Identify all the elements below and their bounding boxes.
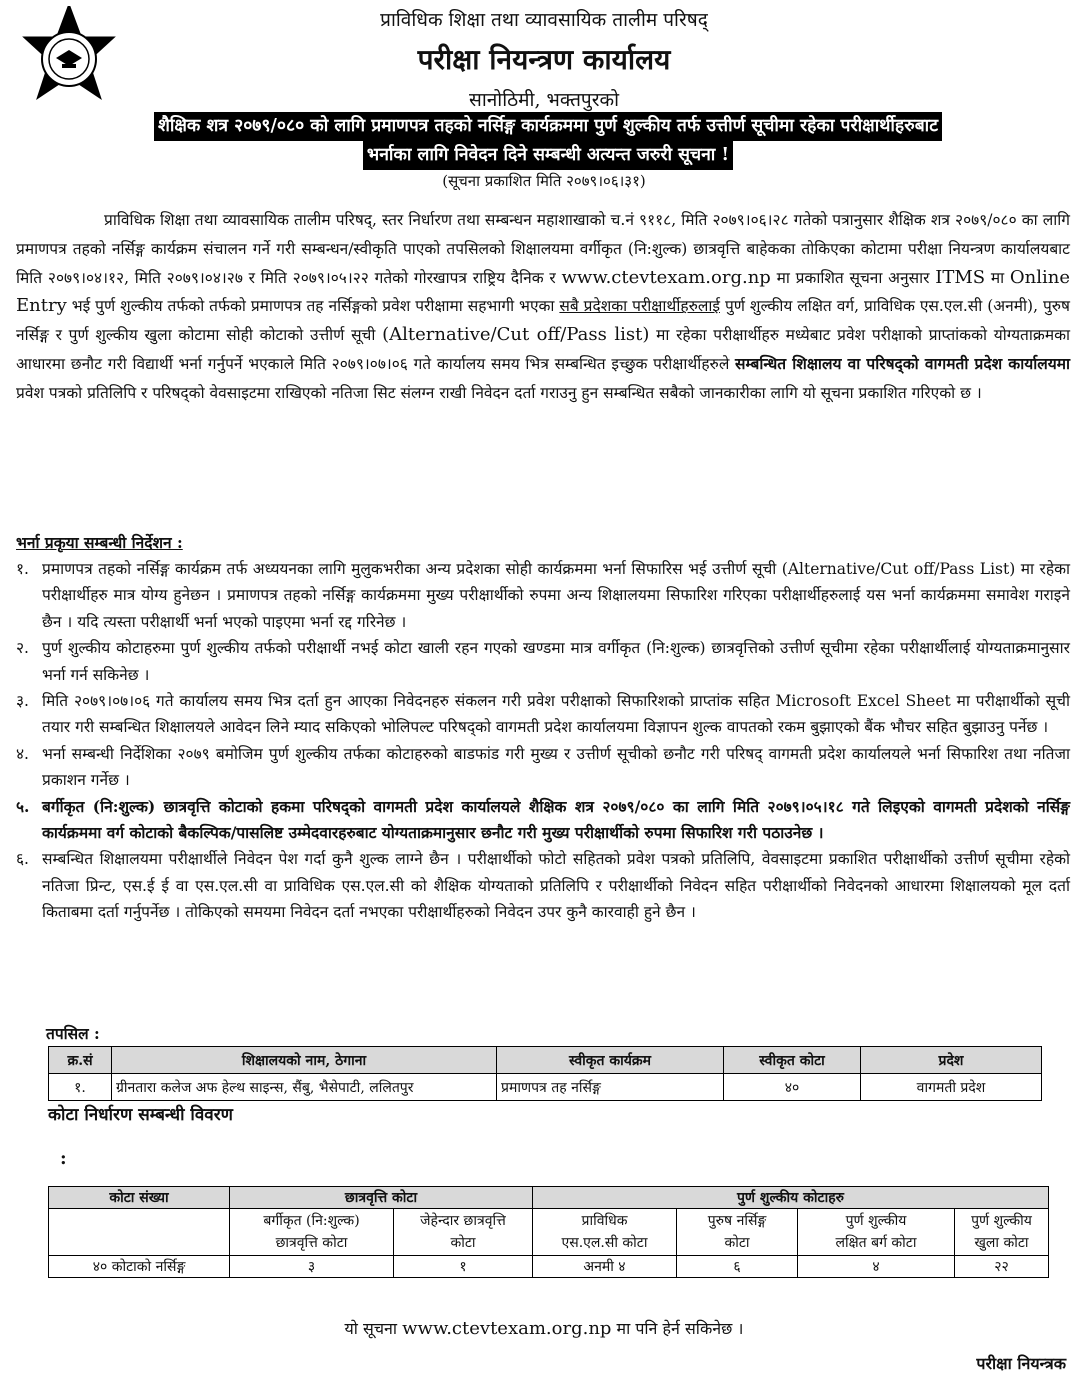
list-item: [16, 741, 1070, 794]
all-provinces-text: सबै प्रदेशका परीक्षार्थीहरुलाई: [559, 297, 720, 316]
list-item: [16, 556, 1070, 635]
item-text: बर्गीकृत (नि:शुल्क) छात्रवृत्ति कोटाको हकमा परिषद्को वागमती प्रदेश कार्यालयले शैक्षिक शत्र २०७९/०८० का लागि मिति २०७९।०५।१८ गते लिइएको वागमती प्रदेशको नर्सिङ्ग कार्यक्रममा वर्ग कोटाको बैकल्पिक/पासलिष्ट उम्मेदवारहरुबाट योग्यताक्रमानुसार छनौट गरी मुख्य परीक्षार्थीको रुपमा सिफारिश गरी पठाउनेछ ।: [42, 796, 1070, 843]
item-number: ३.: [16, 692, 29, 711]
intro-paragraph: [16, 206, 1070, 408]
office-bold-text: सम्बन्धित शिक्षालय वा परिषद्को वागमती प्रदेश कार्यालयमा: [735, 353, 1070, 373]
sub-label-b: एस.एल.सी कोटा: [561, 1235, 648, 1251]
item-number: ५.: [16, 796, 30, 816]
col-sn: क्र.सं: [49, 1047, 112, 1074]
sub-label-a: पुर्ण शुल्कीय: [971, 1213, 1032, 1229]
para-text-5: पुर्ण शुल्कीय लक्षित वर्ग, प्राविधिक एस.एल.सी (अनमी), पुरुष नर्सिङ्ग र पुर्ण शुल्कीय खुला कोटामा सोही कोटाको उत्तीर्ण सूची: [16, 297, 1070, 345]
council-name: प्राविधिक शिक्षा तथा व्यावसायिक तालीम परिषद्: [380, 9, 708, 31]
cell-value: ३: [230, 1256, 394, 1278]
para-text-4: भई पुर्ण शुल्कीय तर्फको तर्फको प्रमाणपत्र तह नर्सिङ्गको प्रवेश परीक्षामा सहभागी भएका: [66, 297, 560, 316]
notice-title-line2: भर्नाका लागि निवेदन दिने सम्बन्धी अत्यन्त जरुरी सूचना !: [363, 141, 733, 170]
list-item: [16, 794, 1070, 847]
cell-program: प्रमाणपत्र तह नर्सिङ्ग: [497, 1074, 724, 1101]
col-fullfee-group: पुर्ण शुल्कीय कोटाहरु: [533, 1187, 1049, 1209]
item-number: ४.: [16, 744, 29, 763]
col-sub: [533, 1209, 677, 1256]
instructions-heading: भर्ना प्रकृया सम्बन्धी निर्देशन :: [16, 533, 183, 552]
instructions-list: [16, 556, 1070, 926]
sub-label-a: पुर्ण शुल्कीय: [845, 1213, 907, 1229]
sub-label-b: खुला कोटा: [974, 1235, 1029, 1251]
para-text-6: मा रहेका परीक्षार्थीहरु मध्येबाट प्रवेश परीक्षाको प्राप्तांकको योग्यताक्रमका आधारमा छनौट गरी विद्यार्थी भर्ना गर्नुपर्ने भएकाले मिति २०७९।०७।०६ गते कार्यालय समय भित्र सम्बन्धित इच्छुक परीक्षार्थीहरुले: [16, 326, 1071, 373]
col-sub: [230, 1209, 394, 1256]
cell-province: वागमती प्रदेश: [861, 1074, 1042, 1101]
table-subheader-row: [49, 1209, 1049, 1256]
item-number: २.: [16, 639, 29, 658]
item-text: भर्ना सम्बन्धी निर्देशिका २०७९ बमोजिम पुर्ण शुल्कीय तर्फका कोटाहरुको बाडफांड गरी मुख्य र उत्तीर्ण सूचीको छनौट गरी परिषद् वागमती प्रदेश कार्यालयले भर्ना सिफारिश तथा नतिजा प्रकाशन गर्नेछ ।: [42, 744, 1070, 790]
cell-college: ग्रीनतारा कलेज अफ हेल्थ साइन्स, सैंबु, भैसेपाटी, ललितपुर: [112, 1074, 497, 1101]
para-text-7: प्रवेश पत्रको प्रतिलिपि र परिषद्को वेवसाइटमा राखिएको नतिजा सिट संलग्न राखी निवेदन दर्ता गराउनु हुन सम्बन्धित सबैको जानकारीका लागि यो सूचना प्रकाशित गरिएको छ ।: [16, 383, 982, 402]
col-sub: [955, 1209, 1049, 1256]
item-text: सम्बन्धित शिक्षालयमा परीक्षार्थीले निवेदन पेश गर्दा कुनै शुल्क लाग्ने छैन । परीक्षार्थीको फोटो सहितको प्रवेश पत्रको प्रतिलिपि, वेवसाइटमा प्रकाशित परीक्षार्थीको उत्तीर्ण सूचीमा रहेको नतिजा प्रिन्ट, एस.ई ई वा एस.एल.सी वा प्राविधिक एस.एल.सी को शैक्षिक योग्यताको प्रतिलिपि र परीक्षार्थीको निवेदन सहित परीक्षार्थीको निवेदनको आधारमा शिक्षालयको मूल दर्ता किताबमा दर्ता गर्नुपर्नेछ । तोकिएको समयमा निवेदन दर्ता नभएका परीक्षार्थीहरुको निवेदन उपर कुनै कारवाही हुने छैन ।: [42, 850, 1070, 922]
published-date: (सूचना प्रकाशित मिति २०७९।०६।३१): [442, 172, 646, 190]
cell-value: १: [394, 1256, 533, 1278]
signature: परीक्षा नियन्त्रक: [976, 1354, 1066, 1373]
pass-list-text: (Alternative/Cut off/Pass list): [382, 324, 650, 346]
item-text: प्रमाणपत्र तहको नर्सिङ्ग कार्यक्रम तर्फ अध्ययनका लागि मुलुकभरीका अन्य प्रदेशका सोही कार्यक्रममा भर्ना सिफारिस भई उत्तीर्ण सूची (Alternative/Cut off/Pass List) मा रहेका परीक्षार्थीहरु मात्र योग्य हुनेछन । प्रमाणपत्र तहको नर्सिङ्ग कार्यक्रममा मुख्य परीक्षार्थीको रुपमा अन्य शिक्षालयमा सिफारिश गरिएका परीक्षार्थीहरुलाई यस भर्ना कार्यक्रममा समावेश गराइने छैन । यदि त्यस्ता परीक्षार्थी भर्ना भएको पाइएमा भर्ना रद्द गरिनेछ ।: [42, 560, 1070, 631]
sub-label-b: लक्षित बर्ग कोटा: [835, 1235, 917, 1251]
sub-label-a: पुरुष नर्सिङ्ग: [707, 1213, 767, 1229]
para-text-3: मा: [985, 268, 1010, 287]
office-address: सानोठिमी, भक्तपुरको: [468, 89, 619, 111]
para-text-1: प्राविधिक शिक्षा तथा व्यावसायिक तालीम परिषद्, स्तर निर्धारण तथा सम्बन्धन महाशाखाको च.नं ९११८, मिति २०७९।०६।२८ गतेको पत्रानुसार शैक्षिक शत्र २०७९/०८० का लागि प्रमाणपत्र तहको नर्सिङ्ग कार्यक्रम संचालन गर्ने गरी सम्बन्धन/स्वीकृति पाएको तपसिलको शिक्षालयमा वर्गीकृत (नि:शुल्क) छात्रवृत्ति बाहेकका तोकिएका कोटामा परीक्षा नियन्त्रण कार्यालयबाट मिति २०७९।०४।१२, मिति २०७९।०४।२७ र मिति २०७९।०५।२२ गतेको गोरखापत्र राष्ट्रिय दैनिक र: [16, 211, 1070, 287]
cell-value: ४: [798, 1256, 955, 1278]
item-text: पुर्ण शुल्कीय कोटाहरुमा पुर्ण शुल्कीय तर्फको परीक्षार्थी नभई कोटा खाली रहन गएको खण्डमा मात्र वर्गीकृत (नि:शुल्क) छात्रवृत्तिको उत्तीर्ण सूचीमा रहेका परीक्षार्थीलाई योग्यताक्रमानुसार भर्ना गर्न सकिनेछ ।: [42, 639, 1070, 684]
table-row: [49, 1074, 1042, 1101]
online-entry-text: Online Entry: [16, 266, 1070, 317]
cell-value: ६: [677, 1256, 798, 1278]
table-header-row: [49, 1047, 1042, 1074]
tapsil-heading: तपसिल :: [46, 1024, 100, 1043]
sub-label-a: बर्गीकृत (नि:शुल्क): [263, 1213, 360, 1229]
cell-quota-count: ४० कोटाको नर्सिङ्ग: [49, 1256, 230, 1278]
sub-label-a: जेहेन्दार छात्रवृत्ति: [420, 1213, 506, 1229]
col-sub: [677, 1209, 798, 1256]
list-item: [16, 688, 1070, 741]
cell-value: २२: [955, 1256, 1049, 1278]
empty-cell: [49, 1209, 230, 1256]
office-name: परीक्षा नियन्त्रण कार्यालय: [417, 43, 671, 76]
item-number: १.: [16, 560, 29, 578]
website-link[interactable]: www.ctevtexam.org.np: [561, 266, 771, 288]
item-number: ६.: [16, 850, 29, 869]
col-quota-count: कोटा संख्या: [49, 1187, 230, 1209]
footer-note: [0, 1317, 1088, 1339]
cell-quota: ४०: [724, 1074, 861, 1101]
col-program: स्वीकृत कार्यक्रम: [497, 1047, 724, 1074]
sub-label-b: कोटा: [724, 1235, 750, 1251]
notice-title: [48, 112, 1048, 170]
cell-value: अनमी ४: [533, 1256, 677, 1278]
col-sub: [798, 1209, 955, 1256]
quota-heading: कोटा निर्धारण सम्बन्धी विवरण: [48, 1105, 233, 1125]
col-province: प्रदेश: [861, 1047, 1042, 1074]
col-scholarship-group: छात्रवृत्ति कोटा: [230, 1187, 533, 1209]
sub-label-a: प्राविधिक: [581, 1213, 628, 1229]
col-quota: स्वीकृत कोटा: [724, 1047, 861, 1074]
col-sub: [394, 1209, 533, 1256]
footer-pre: यो सूचना: [344, 1319, 403, 1338]
cell-sn: १.: [49, 1074, 112, 1101]
table-group-row: [49, 1187, 1049, 1209]
college-table: [48, 1046, 1042, 1101]
list-item: [16, 635, 1070, 688]
item-text: मिति २०७९।०७।०६ गते कार्यालय समय भित्र दर्ता हुन आएका निवेदनहरु संकलन गरी प्रवेश परीक्षाको सिफारिशको प्राप्तांक सहित Microsoft Excel Sheet मा परीक्षार्थीको सूची तयार गरी सम्बन्धित शिक्षालयले आवेदन लिने म्याद सकिएको भोलिपल्ट परिषद्को वागमती प्रदेश कार्यालयमा विज्ञापन शुल्क वापतको रकम बुझाएको बैंक भौचर सहित बुझाउनु पर्नेछ ।: [42, 692, 1070, 737]
sub-label-b: छात्रवृत्ति कोटा: [275, 1235, 348, 1251]
footer-post: मा पनि हेर्न सकिनेछ ।: [611, 1319, 744, 1338]
quota-table: [48, 1186, 1049, 1278]
quota-colon: :: [60, 1148, 67, 1169]
col-college: शिक्षालयको नाम, ठेगाना: [112, 1047, 497, 1074]
itms-text: ITMS: [935, 266, 986, 288]
para-text-2: मा प्रकाशित सूचना अनुसार: [770, 268, 936, 287]
sub-label-b: कोटा: [450, 1235, 476, 1251]
table-row: [49, 1256, 1049, 1278]
notice-title-line1: शैक्षिक शत्र २०७९/०८० को लागि प्रमाणपत्र तहको नर्सिङ्ग कार्यक्रममा पुर्ण शुल्कीय तर्फ उत्तीर्ण सूचीमा रहेका परीक्षार्थीहरुबाट: [154, 112, 942, 141]
footer-website-link[interactable]: www.ctevtexam.org.np: [402, 1318, 612, 1339]
list-item: [16, 846, 1070, 925]
